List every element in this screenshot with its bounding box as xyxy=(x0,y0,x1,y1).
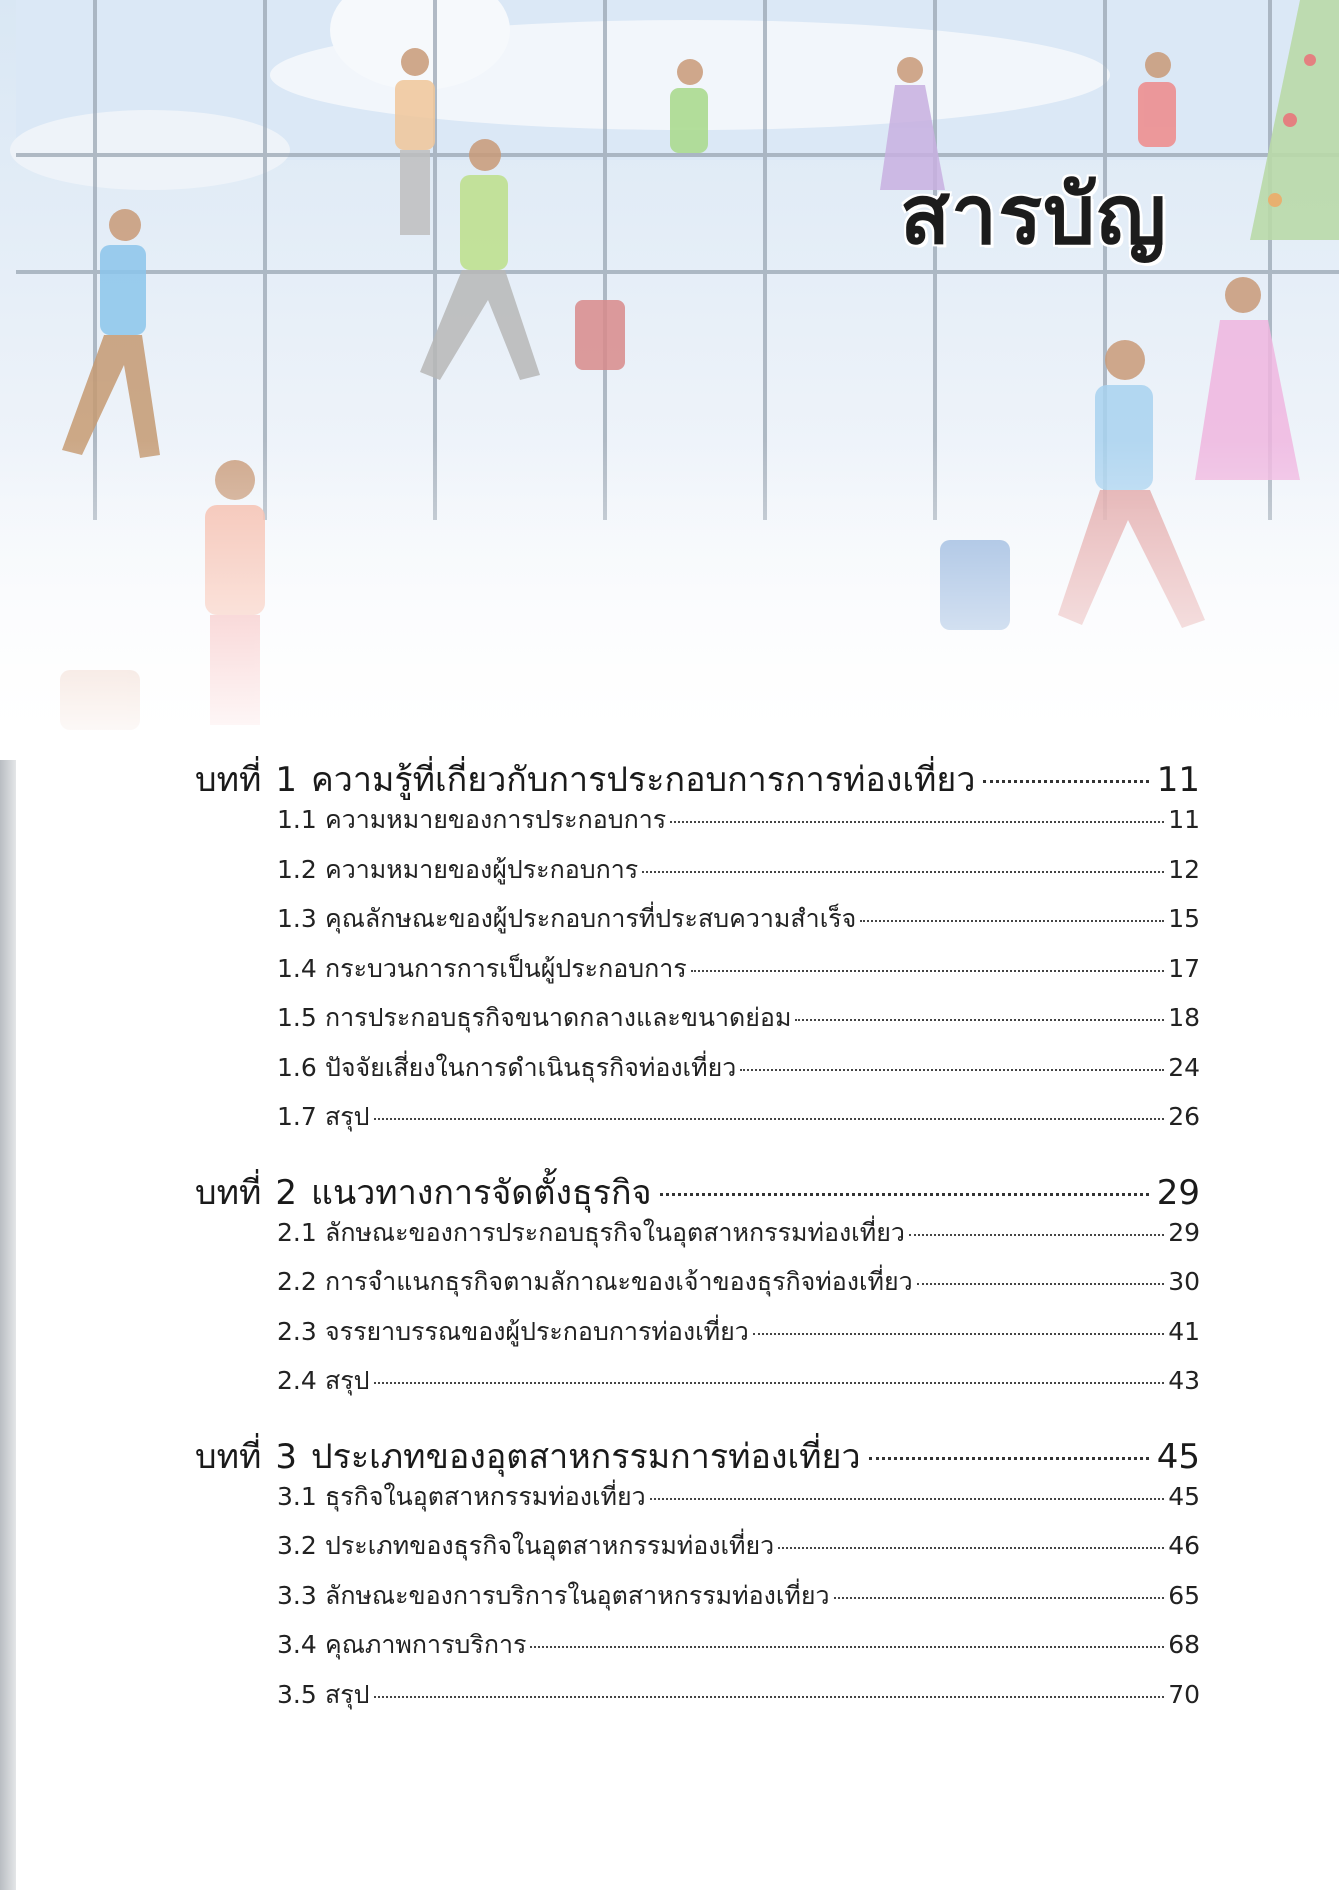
toc-entry[interactable] xyxy=(277,1477,1200,1527)
section-page-number: 24 xyxy=(1168,1052,1200,1082)
section-number: 2.1 xyxy=(277,1217,317,1247)
chapter-heading[interactable] xyxy=(195,1429,1200,1477)
dot-leader xyxy=(670,821,1164,823)
section-page-number: 15 xyxy=(1168,904,1200,933)
section-number: 3.5 xyxy=(277,1679,317,1709)
section-number: 3.4 xyxy=(277,1630,317,1659)
section-title: สรุป xyxy=(325,1102,370,1131)
dot-leader xyxy=(374,1696,1165,1698)
dot-leader xyxy=(691,970,1164,972)
section-page-number: 65 xyxy=(1168,1580,1200,1610)
chapter-title: แนวทางการจัดตั้งธุรกิจ xyxy=(311,1172,652,1213)
toc-entry[interactable] xyxy=(277,800,1200,850)
chapter-title: ความรู้ที่เกี่ยวกับการประกอบการการท่องเที่ยว xyxy=(311,760,976,800)
section-number: 1.2 xyxy=(277,854,317,884)
toc-entry[interactable] xyxy=(277,1262,1200,1312)
section-number: 1.6 xyxy=(277,1052,317,1082)
section-number: 3.2 xyxy=(277,1531,317,1560)
chapter-heading[interactable] xyxy=(195,752,1200,800)
toc-entry[interactable] xyxy=(277,1048,1200,1098)
chapter-label: บทที่ xyxy=(195,1172,262,1213)
section-number: 2.3 xyxy=(277,1316,317,1346)
section-number: 3.1 xyxy=(277,1481,317,1511)
toc-entry[interactable] xyxy=(277,899,1200,949)
toc-entry[interactable] xyxy=(277,1097,1200,1147)
section-page-number: 18 xyxy=(1168,1003,1200,1032)
toc-entry[interactable] xyxy=(277,1361,1200,1411)
toc-entry[interactable] xyxy=(277,1576,1200,1626)
toc-entry[interactable] xyxy=(277,1213,1200,1263)
chapter-title: ประเภทของอุตสาหกรรมการท่องเที่ยว xyxy=(311,1436,861,1477)
section-number: 1.7 xyxy=(277,1102,317,1131)
dot-leader xyxy=(983,780,1148,783)
section-number: 1.4 xyxy=(277,953,317,983)
dot-leader xyxy=(909,1234,1164,1236)
dot-leader xyxy=(374,1118,1165,1120)
page-title: สารบัญ xyxy=(900,168,1168,263)
chapter-page-number: 45 xyxy=(1156,1436,1200,1477)
dot-leader xyxy=(778,1547,1164,1549)
section-number: 3.3 xyxy=(277,1580,317,1610)
chapter-label: บทที่ xyxy=(195,760,262,800)
section-title: ธุรกิจในอุตสาหกรรมท่องเที่ยว xyxy=(325,1481,646,1511)
section-page-number: 68 xyxy=(1168,1630,1200,1659)
dot-leader xyxy=(530,1646,1164,1648)
section-page-number: 11 xyxy=(1168,805,1200,834)
section-page-number: 45 xyxy=(1168,1481,1200,1511)
chapter-number: 1 xyxy=(275,760,298,800)
section-number: 2.4 xyxy=(277,1366,317,1395)
chapter-page-number: 11 xyxy=(1156,760,1200,800)
dot-leader xyxy=(753,1333,1164,1335)
toc-entry[interactable] xyxy=(277,1312,1200,1362)
dot-leader xyxy=(834,1597,1165,1599)
dot-leader xyxy=(795,1019,1164,1021)
section-page-number: 26 xyxy=(1168,1102,1200,1131)
toc-entry[interactable] xyxy=(277,949,1200,999)
toc-entry[interactable] xyxy=(277,998,1200,1048)
section-number: 1.3 xyxy=(277,904,317,933)
airport-illustration xyxy=(0,0,1339,760)
toc-entry[interactable] xyxy=(277,1526,1200,1576)
dot-leader xyxy=(860,920,1164,922)
section-title: จรรยาบรรณของผู้ประกอบการท่องเที่ยว xyxy=(325,1316,749,1346)
section-page-number: 46 xyxy=(1168,1531,1200,1560)
section-title: สรุป xyxy=(325,1679,370,1709)
table-of-contents xyxy=(195,752,1200,1724)
section-title: การประกอบธุรกิจขนาดกลางและขนาดย่อม xyxy=(325,1003,792,1032)
section-title: คุณภาพการบริการ xyxy=(325,1630,527,1659)
section-page-number: 17 xyxy=(1168,953,1200,983)
chapter-label: บทที่ xyxy=(195,1436,262,1477)
section-page-number: 30 xyxy=(1168,1267,1200,1296)
dot-leader xyxy=(660,1193,1149,1196)
airport-scene-image xyxy=(0,0,1339,760)
section-page-number: 41 xyxy=(1168,1316,1200,1346)
section-title: ความหมายของการประกอบการ xyxy=(325,805,667,834)
section-page-number: 43 xyxy=(1168,1366,1200,1395)
chapter-number: 2 xyxy=(275,1172,298,1213)
dot-leader xyxy=(374,1382,1165,1384)
section-title: ลักษณะของการประกอบธุรกิจในอุตสาหกรรมท่องเที่ยว xyxy=(325,1217,905,1247)
chapter-page-number: 29 xyxy=(1156,1172,1200,1213)
section-title: การจำแนกธุรกิจตามลักาณะของเจ้าของธุรกิจท่องเที่ยว xyxy=(325,1267,913,1296)
dot-leader xyxy=(650,1498,1165,1500)
dot-leader xyxy=(917,1283,1164,1285)
dot-leader xyxy=(642,871,1164,873)
section-title: สรุป xyxy=(325,1366,370,1395)
section-number: 1.1 xyxy=(277,805,317,834)
section-title: ลักษณะของการบริการในอุตสาหกรรมท่องเที่ยว xyxy=(325,1580,830,1610)
chapter-heading[interactable] xyxy=(195,1165,1200,1213)
section-title: กระบวนการการเป็นผู้ประกอบการ xyxy=(325,953,687,983)
section-number: 1.5 xyxy=(277,1003,317,1032)
section-number: 2.2 xyxy=(277,1267,317,1296)
toc-entry[interactable] xyxy=(277,1675,1200,1725)
section-page-number: 70 xyxy=(1168,1679,1200,1709)
section-page-number: 12 xyxy=(1168,854,1200,884)
section-page-number: 29 xyxy=(1168,1217,1200,1247)
section-title: ประเภทของธุรกิจในอุตสาหกรรมท่องเที่ยว xyxy=(325,1531,775,1560)
dot-leader xyxy=(869,1457,1149,1460)
toc-entry[interactable] xyxy=(277,850,1200,900)
section-title: ความหมายของผู้ประกอบการ xyxy=(325,854,639,884)
chapter-number: 3 xyxy=(275,1436,298,1477)
toc-entry[interactable] xyxy=(277,1625,1200,1675)
dot-leader xyxy=(740,1069,1164,1071)
section-title: คุณลักษณะของผู้ประกอบการที่ประสบความสำเร็จ xyxy=(325,904,857,933)
section-title: ปัจจัยเสี่ยงในการดำเนินธุรกิจท่องเที่ยว xyxy=(325,1052,737,1082)
